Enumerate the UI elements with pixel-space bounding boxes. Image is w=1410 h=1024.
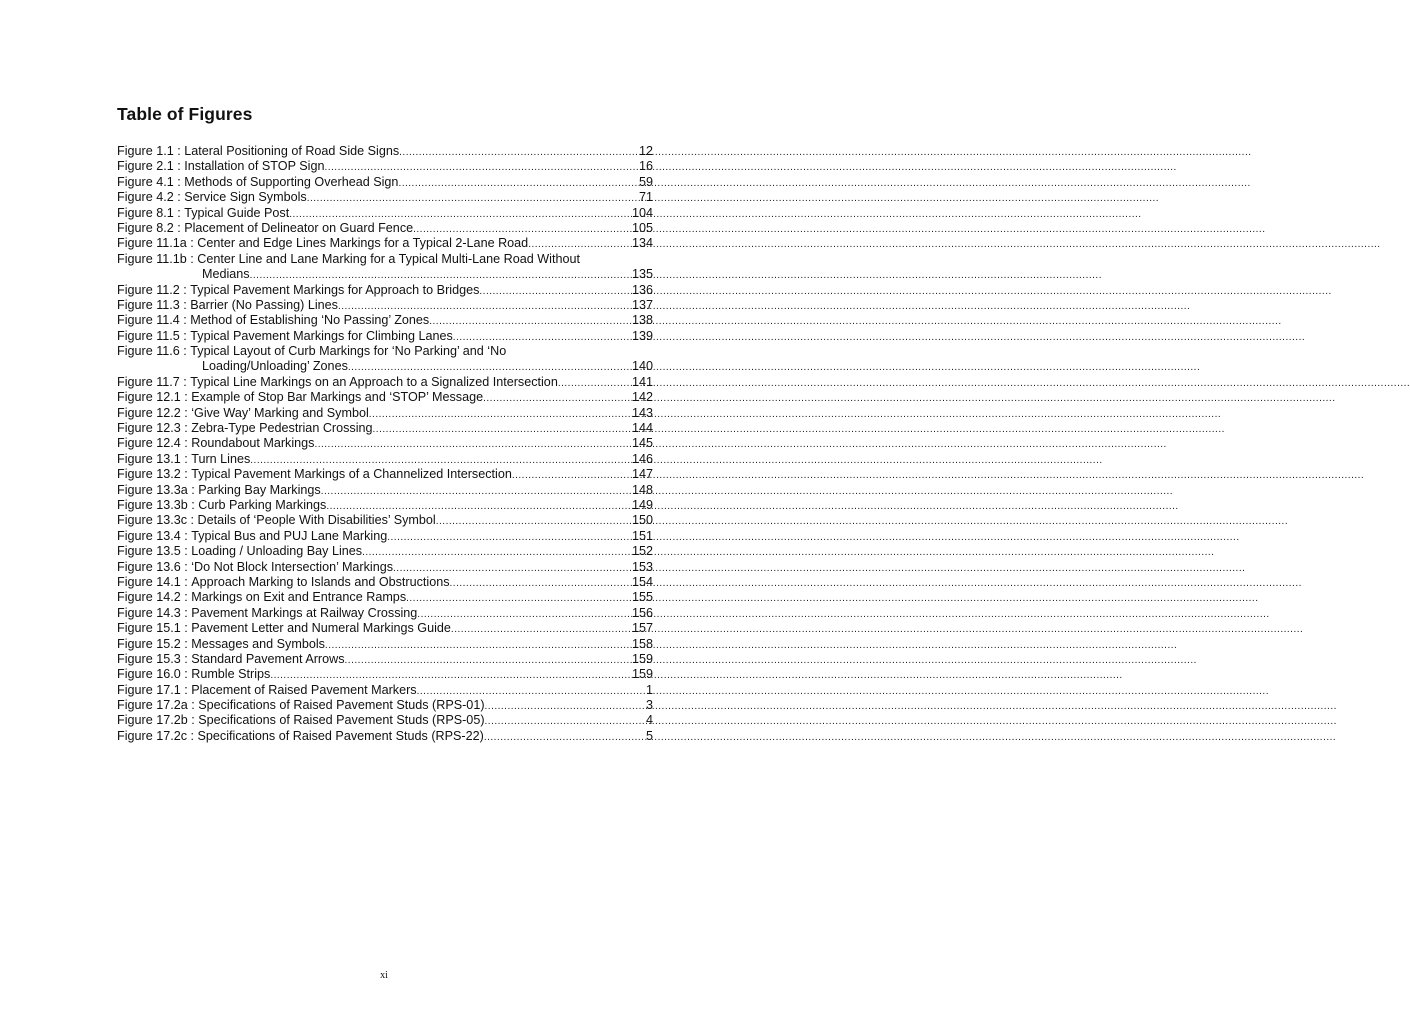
dot-leader [325,638,632,653]
page-reference: 150 [631,513,653,528]
dot-leader [399,145,639,160]
toc-entry[interactable] [117,252,653,283]
page-reference: 146 [631,451,653,466]
dot-leader [512,468,632,483]
toc-entry-line [117,590,653,605]
page-reference: 158 [631,636,653,651]
page-reference: 134 [631,236,653,251]
figure-label: Figure 14.1 : [117,574,188,589]
page-reference: 142 [631,390,653,405]
toc-entry-line [117,344,653,359]
toc-entry-line [117,144,653,159]
page-reference: 136 [631,282,653,297]
toc-entry-line [117,283,653,298]
figure-label: Figure 11.3 : [117,297,187,312]
toc-entry[interactable] [117,421,653,436]
toc-entry-line [117,159,653,174]
figure-label: Figure 15.1 : [117,621,188,636]
dot-leader [289,207,632,222]
page-reference: 4 [645,713,653,728]
toc-entry[interactable] [117,344,653,375]
figure-label: Figure 15.2 : [117,636,188,651]
toc-entry[interactable] [117,313,653,328]
page-reference: 135 [631,267,653,282]
figure-title: Center Line and Lane Marking for a Typical Multi-Lane Road Without [197,251,580,266]
dot-leader [483,391,632,406]
toc-entry-line [117,236,653,251]
toc-entry-line [117,560,653,575]
toc-entry[interactable] [117,283,653,298]
toc-entry[interactable] [117,683,653,698]
toc-entry-line [117,729,653,744]
toc-entry-line [117,713,653,728]
page-reference: 159 [631,651,653,666]
toc-entry[interactable] [117,236,653,251]
figure-label: Figure 4.1 : [117,174,181,189]
figure-title: Center and Edge Lines Markings for a Typical 2-Lane Road [197,236,529,251]
toc-entry[interactable] [117,590,653,605]
figure-title-continued: Loading/Unloading’ Zones [202,359,348,374]
dot-leader [373,422,632,437]
figure-label: Figure 11.1a : [117,236,194,251]
toc-entry-line [117,513,653,528]
toc-entry[interactable] [117,729,653,744]
figure-title: Details of ‘People With Disabilities’ Symbol [197,513,436,528]
toc-entry[interactable] [117,698,653,713]
figure-label: Figure 2.1 : [117,159,181,174]
page-reference: 16 [638,159,653,174]
page-reference: 138 [631,313,653,328]
dot-leader [369,407,632,422]
toc-entry-line [117,452,653,467]
toc-entry[interactable] [117,190,653,205]
toc-entry-line [117,498,653,513]
figure-title: Method of Establishing ‘No Passing’ Zones [190,313,430,328]
toc-entry-line [117,206,653,221]
figure-label: Figure 13.6 : [117,559,188,574]
figure-title: Typical Bus and PUJ Lane Marking [191,528,388,543]
figure-title: Specifications of Raised Pavement Studs (RPS-01) [198,698,485,713]
toc-entry[interactable] [117,206,653,221]
page-title: Table of Figures [117,104,253,124]
figure-title: Curb Parking Markings [198,497,327,512]
figure-title: ‘Do Not Block Intersection’ Markings [191,559,394,574]
toc-entry-line [117,698,653,713]
figure-title: Typical Guide Post [184,205,290,220]
figure-title: Typical Layout of Curb Markings for ‘No Parking’ and ‘No [190,344,507,359]
figure-label: Figure 1.1 : [117,144,181,158]
page-reference: 105 [631,220,653,235]
page-reference: 71 [638,190,653,205]
figure-label: Figure 11.5 : [117,328,187,343]
figure-label: Figure 11.2 : [117,282,187,297]
figure-title: Placement of Delineator on Guard Fence [184,220,414,235]
figure-title: Parking Bay Markings [198,482,321,497]
dot-leader [348,360,632,375]
toc-entry[interactable] [117,406,653,421]
dot-leader [528,237,632,252]
figure-label: Figure 14.3 : [117,605,188,620]
toc-entry[interactable] [117,298,653,313]
dot-leader [450,576,632,591]
toc-entry-continuation [117,267,653,282]
figure-title: Loading / Unloading Bay Lines [191,544,363,559]
page-reference: 5 [645,728,653,743]
figure-title: Zebra-Type Pedestrian Crossing [191,421,373,436]
page-reference: 12 [638,144,653,158]
toc-entry[interactable] [117,637,653,652]
figure-label: Figure 4.2 : [117,190,181,205]
toc-entry-line [117,529,653,544]
dot-leader [406,591,632,606]
toc-entry-continuation [117,359,653,374]
toc-entry[interactable] [117,513,653,528]
page-reference: 152 [631,544,653,559]
toc-entry-line [117,298,653,313]
page-reference: 148 [631,482,653,497]
figure-label: Figure 17.2c : [117,728,195,743]
figure-title: Placement of Raised Pavement Markers [191,682,417,697]
figure-title: Typical Pavement Markings for Approach to Bridges [190,282,480,297]
figure-label: Figure 11.7 : [117,374,187,389]
toc-entry[interactable] [117,621,653,636]
figure-title: Standard Pavement Arrows [191,651,345,666]
figure-label: Figure 8.2 : [117,220,181,235]
figure-title: Typical Line Markings on an Approach to a Signalized Intersection [190,374,558,389]
page-reference: 147 [631,467,653,482]
figure-title: Approach Marking to Islands and Obstructions [191,574,450,589]
toc-entry-line [117,667,653,682]
dot-leader [362,545,632,560]
toc-entry[interactable] [117,175,653,190]
figure-title: Typical Pavement Markings of a Channelized Intersection [191,467,512,482]
figure-label: Figure 11.4 : [117,313,187,328]
dot-leader [387,530,632,545]
page-reference: 155 [631,590,653,605]
page-reference: 153 [631,559,653,574]
toc-entry[interactable] [117,667,653,682]
toc-entry[interactable] [117,713,653,728]
page-reference: 159 [631,667,653,682]
page-reference: 141 [631,374,653,389]
toc-entry-line [117,175,653,190]
toc-entry[interactable] [117,544,653,559]
page-reference: 137 [631,297,653,312]
page-reference: 59 [638,174,653,189]
page-reference: 151 [631,528,653,543]
figure-title: Specifications of Raised Pavement Studs (RPS-05) [198,713,485,728]
figure-label: Figure 15.3 : [117,651,188,666]
toc-entry[interactable] [117,652,653,667]
figure-title-continued: Medians [202,267,250,282]
figure-label: Figure 17.1 : [117,682,188,697]
page-reference: 154 [631,574,653,589]
figure-title: Typical Pavement Markings for Climbing Lanes [190,328,453,343]
figure-title: Service Sign Symbols [184,190,307,205]
toc-entry-line [117,313,653,328]
toc-entry-line [117,621,653,636]
figure-label: Figure 13.2 : [117,467,188,482]
figure-label: Figure 12.3 : [117,421,188,436]
figure-title: Example of Stop Bar Markings and ‘STOP’ Message [191,390,484,405]
toc-entry-line [117,190,653,205]
figure-label: Figure 8.1 : [117,205,181,220]
toc-entry[interactable] [117,483,653,498]
toc-entry[interactable] [117,375,653,390]
figure-label: Figure 11.6 : [117,344,187,359]
toc-entry-line [117,436,653,451]
dot-leader [429,314,632,329]
figure-title: Turn Lines [191,451,251,466]
dot-leader [270,668,632,683]
dot-leader [250,453,632,468]
dot-leader [314,437,632,452]
page-number: xi [380,970,388,981]
dot-leader [485,714,646,729]
figure-label: Figure 13.1 : [117,451,188,466]
figure-title: Pavement Letter and Numeral Markings Guide [191,621,451,636]
page-reference: 157 [631,621,653,636]
toc-entry-line [117,329,653,344]
toc-entry-line [117,652,653,667]
dot-leader [453,330,632,345]
toc-entry[interactable] [117,144,653,159]
toc-entry[interactable] [117,467,653,482]
page-reference: 144 [631,421,653,436]
toc-entry[interactable] [117,606,653,621]
figure-title: Markings on Exit and Entrance Ramps [191,590,407,605]
toc-entry-line [117,221,653,236]
page-reference: 1 [645,682,653,697]
toc-entry-line [117,683,653,698]
page-reference: 139 [631,328,653,343]
figure-title: ‘Give Way’ Marking and Symbol [191,405,369,420]
dot-leader [345,653,632,668]
toc-entry[interactable] [117,159,653,174]
toc-entry[interactable] [117,436,653,451]
figure-label: Figure 13.5 : [117,544,188,559]
dot-leader [250,268,632,283]
figure-label: Figure 17.2b : [117,713,195,728]
toc-entry-line [117,467,653,482]
dot-leader [413,222,632,237]
table-of-figures-list [117,144,653,744]
figure-title: Methods of Supporting Overhead Sign [184,174,399,189]
toc-entry-line [117,544,653,559]
toc-entry[interactable] [117,390,653,405]
figure-title: Barrier (No Passing) Lines [190,297,338,312]
figure-label: Figure 16.0 : [117,667,188,682]
dot-leader [479,284,632,299]
figure-label: Figure 17.2a : [117,698,195,713]
toc-entry-line [117,483,653,498]
figure-title: Pavement Markings at Railway Crossing [191,605,418,620]
figure-title: Roundabout Markings [191,436,315,451]
dot-leader [485,699,646,714]
toc-entry-line [117,375,653,390]
figure-title: Lateral Positioning of Road Side Signs [184,144,400,158]
dot-leader [436,514,632,529]
toc-entry[interactable] [117,498,653,513]
figure-label: Figure 12.2 : [117,405,188,420]
toc-entry-line [117,606,653,621]
page-reference: 3 [645,698,653,713]
toc-entry-line [117,252,653,267]
toc-entry-line [117,637,653,652]
figure-title: Messages and Symbols [191,636,325,651]
dot-leader [398,176,639,191]
toc-entry[interactable] [117,221,653,236]
toc-entry[interactable] [117,575,653,590]
toc-entry-line [117,421,653,436]
toc-entry[interactable] [117,452,653,467]
dot-leader [558,376,632,391]
dot-leader [321,484,632,499]
page-reference: 149 [631,497,653,512]
dot-leader [484,730,646,745]
figure-title: Rumble Strips [191,667,271,682]
figure-label: Figure 13.3b : [117,497,195,512]
toc-entry[interactable] [117,329,653,344]
dot-leader [393,561,632,576]
dot-leader [417,607,632,622]
figure-label: Figure 12.1 : [117,390,188,405]
figure-title: Installation of STOP Sign [184,159,325,174]
page-reference: 143 [631,405,653,420]
dot-leader [326,499,632,514]
dot-leader [338,299,632,314]
page-reference: 145 [631,436,653,451]
figure-label: Figure 14.2 : [117,590,188,605]
page-reference: 140 [631,359,653,374]
toc-entry-line [117,390,653,405]
dot-leader [324,160,639,175]
dot-leader [307,191,639,206]
page-reference: 156 [631,605,653,620]
toc-entry-line [117,575,653,590]
page-reference: 104 [631,205,653,220]
dot-leader [417,684,646,699]
figure-label: Figure 11.1b : [117,251,194,266]
toc-entry[interactable] [117,529,653,544]
dot-leader [451,622,632,637]
figure-label: Figure 13.4 : [117,528,188,543]
toc-entry-line [117,406,653,421]
figure-title: Specifications of Raised Pavement Studs (RPS-22) [197,728,484,743]
figure-label: Figure 12.4 : [117,436,188,451]
toc-entry[interactable] [117,560,653,575]
figure-label: Figure 13.3c : [117,513,195,528]
figure-label: Figure 13.3a : [117,482,195,497]
